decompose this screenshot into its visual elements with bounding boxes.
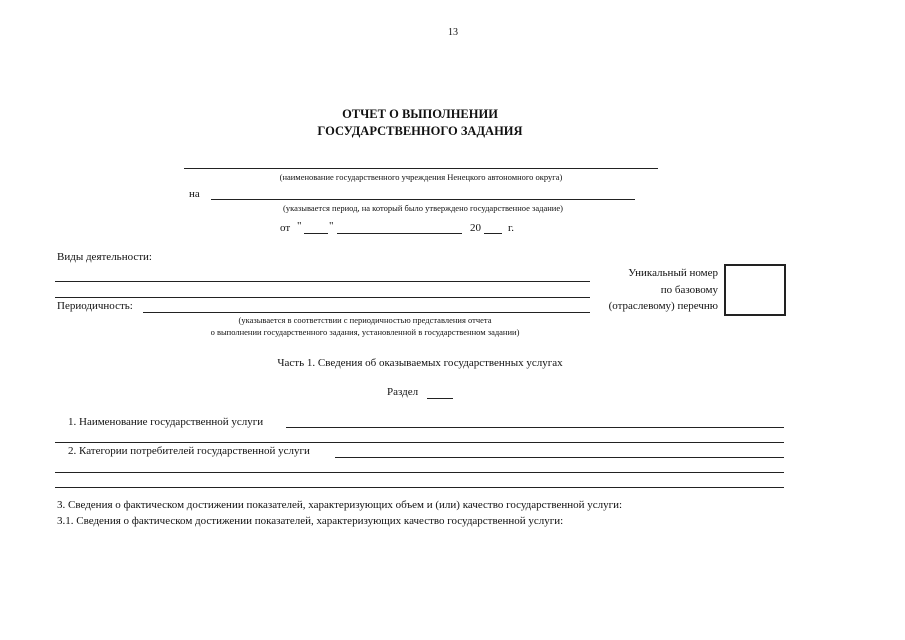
institution-name-line[interactable] xyxy=(184,168,658,169)
date-year-line[interactable] xyxy=(484,233,502,234)
period-line[interactable] xyxy=(211,199,635,200)
periodicity-line[interactable] xyxy=(143,312,590,313)
activities-line-2[interactable] xyxy=(55,297,590,298)
item3-label: 3. Сведения о фактическом достижении показателей, характеризующих объем и (или) качество государственной услуги: xyxy=(57,499,623,511)
period-prefix: на xyxy=(189,188,200,200)
item1-label: 1. Наименование государственной услуги xyxy=(68,416,264,428)
periodicity-note-1: (указывается в соответствии с периодичностью представления отчета xyxy=(238,315,492,325)
item2-line-2[interactable] xyxy=(55,472,784,473)
document-title-line-2: ГОСУДАРСТВЕННОГО ЗАДАНИЯ xyxy=(317,124,523,138)
activities-label: Виды деятельности: xyxy=(57,251,152,263)
date-from-label: от xyxy=(280,222,291,234)
item2-label: 2. Категории потребителей государственной услуги xyxy=(68,445,310,457)
activities-line-1[interactable] xyxy=(55,281,590,282)
section-number-line[interactable] xyxy=(427,398,453,399)
item1-line[interactable] xyxy=(286,427,784,428)
date-month-line[interactable] xyxy=(337,233,462,234)
date-year-prefix: 20 xyxy=(470,222,481,234)
page-number: 13 xyxy=(448,27,458,38)
date-year-suffix: г. xyxy=(508,222,515,234)
date-quote-close: " xyxy=(329,220,334,232)
periodicity-label: Периодичность: xyxy=(57,300,133,312)
item31-label: 3.1. Сведения о фактическом достижении показателей, характеризующих качество государственной услуги: xyxy=(57,515,564,527)
unique-number-label-2: по базовому xyxy=(660,284,718,296)
section-label: Раздел xyxy=(387,386,419,398)
date-day-line[interactable] xyxy=(304,233,328,234)
period-note: (указывается период, на который было утверждено государственное задание) xyxy=(283,203,563,213)
unique-number-label-1: Уникальный номер xyxy=(628,267,718,279)
institution-note: (наименование государственного учреждения Ненецкого автономного округа) xyxy=(279,172,563,182)
document-title-line-1: ОТЧЕТ О ВЫПОЛНЕНИИ xyxy=(342,107,498,121)
date-quote-open: " xyxy=(297,220,302,232)
unique-number-box[interactable] xyxy=(724,264,786,316)
item2-line[interactable] xyxy=(335,457,784,458)
periodicity-note-2: о выполнении государственного задания, установленной в государственном задании) xyxy=(210,327,520,337)
part1-heading: Часть 1. Сведения об оказываемых государственных услугах xyxy=(277,357,563,369)
item2-line-3[interactable] xyxy=(55,487,784,488)
item1-line-2[interactable] xyxy=(55,442,784,443)
unique-number-label-3: (отраслевому) перечню xyxy=(608,300,718,312)
